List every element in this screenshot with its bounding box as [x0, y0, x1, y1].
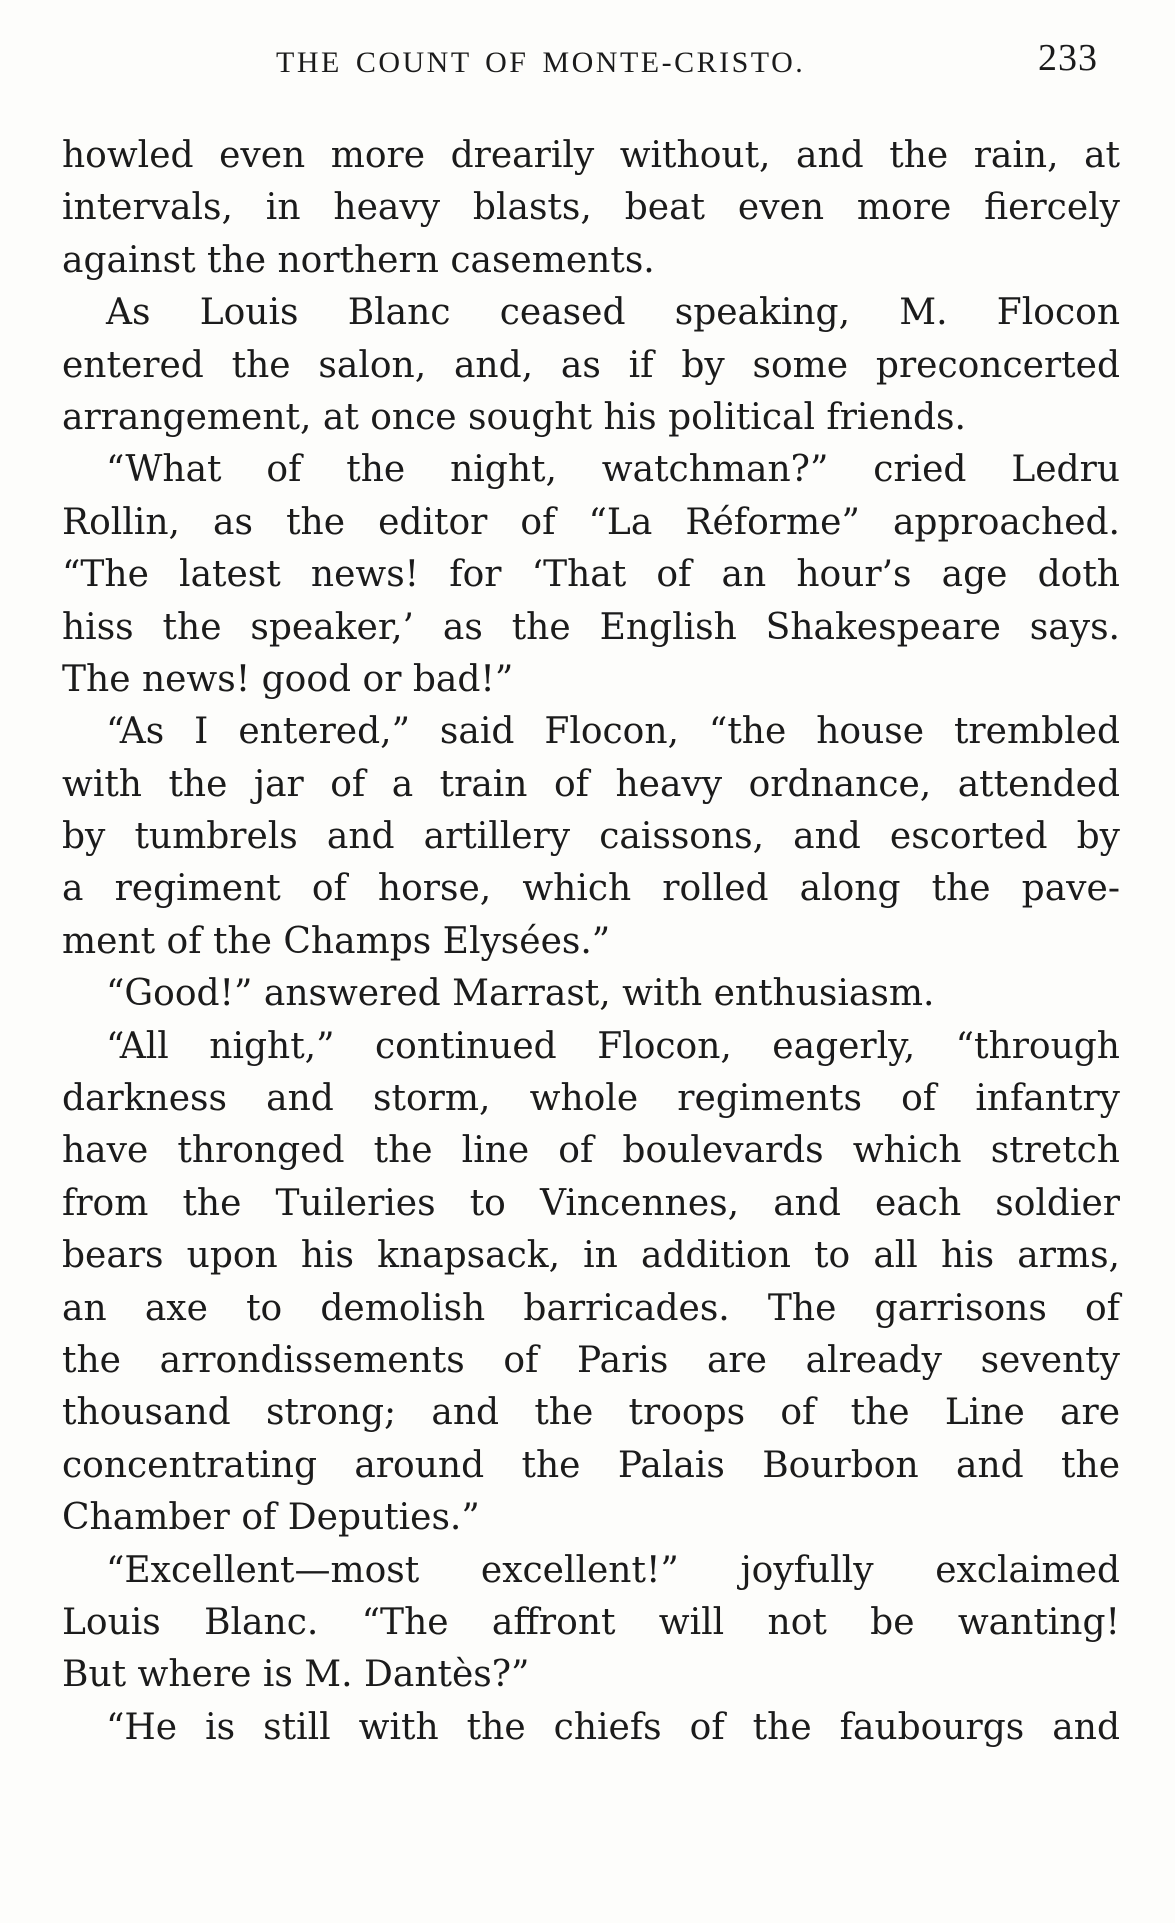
text-line: a regiment of horse, which rolled along the pave-: [62, 868, 1120, 910]
text-line: Louis Blanc. “The affront will not be wanting!: [62, 1601, 1120, 1643]
text-line: “As I entered,” said Flocon, “the house trembled: [106, 711, 1120, 753]
text-line: hiss the speaker,’ as the English Shakespeare says.: [62, 606, 1120, 648]
page-number: 233: [1038, 37, 1098, 79]
text-line: howled even more drearily without, and the rain, at: [62, 135, 1120, 176]
text-line: by tumbrels and artillery caissons, and escorted by: [62, 816, 1120, 858]
text-line: “The latest news! for ‘That of an hour’s age doth: [62, 554, 1120, 596]
text-line: “Excellent—most excellent!” joyfully exclaimed: [106, 1549, 1120, 1591]
text-line: ment of the Champs Elysées.”: [62, 920, 611, 962]
body-text: [62, 130, 1120, 1754]
running-head: [0, 36, 1175, 86]
text-line: Chamber of Deputies.”: [62, 1497, 480, 1539]
text-line: darkness and storm, whole regiments of infantry: [62, 1078, 1120, 1120]
text-line: arrangement, at once sought his political friends.: [62, 396, 966, 438]
text-line: the arrondissements of Paris are already seventy: [62, 1339, 1120, 1381]
text-line: But where is M. Dantès?”: [62, 1654, 530, 1696]
text-line: “Good!” answered Marrast, with enthusiasm.: [106, 973, 935, 1015]
text-line: concentrating around the Palais Bourbon and the: [62, 1444, 1120, 1486]
text-line: As Louis Blanc ceased speaking, M. Flocon: [106, 292, 1120, 334]
text-line: Rollin, as the editor of “La Réforme” approached.: [62, 501, 1120, 543]
text-line: “What of the night, watchman?” cried Ledru: [106, 449, 1120, 491]
text-line: entered the salon, and, as if by some preconcerted: [62, 344, 1120, 386]
text-line: bears upon his knapsack, in addition to all his arms,: [62, 1235, 1120, 1277]
text-line: “He is still with the chiefs of the faubourgs and: [106, 1706, 1120, 1748]
text-line: have thronged the line of boulevards which stretch: [62, 1130, 1120, 1172]
text-line: an axe to demolish barricades. The garrisons of: [62, 1287, 1120, 1329]
text-line: intervals, in heavy blasts, beat even more fiercely: [62, 187, 1120, 229]
text-line: “All night,” continued Flocon, eagerly, “through: [106, 1025, 1120, 1067]
running-title: THE COUNT OF MONTE-CRISTO.: [276, 46, 806, 79]
text-line: The news! good or bad!”: [62, 658, 514, 700]
text-line: thousand strong; and the troops of the Line are: [62, 1392, 1120, 1434]
text-line: against the northern casements.: [62, 239, 655, 281]
text-line: with the jar of a train of heavy ordnance, attended: [62, 763, 1120, 805]
text-line: from the Tuileries to Vincennes, and each soldier: [62, 1182, 1120, 1224]
